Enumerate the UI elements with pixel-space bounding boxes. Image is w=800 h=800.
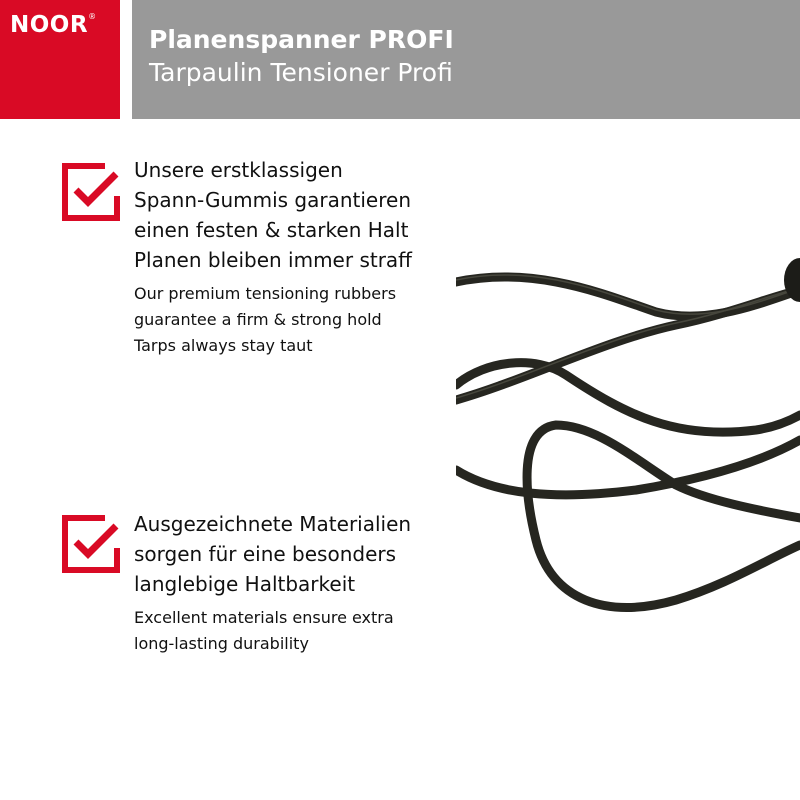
header-banner bbox=[132, 0, 800, 119]
checkbox-checked-icon bbox=[62, 515, 120, 573]
feature-1-de: Unsere erstklassigen Spann-Gummis garantieren einen festen & starken Halt Planen bleiben immer straff bbox=[134, 158, 412, 272]
feature-1-en: Our premium tensioning rubbers guarantee a firm & strong hold Tarps always stay taut bbox=[134, 284, 397, 355]
tensioner-cords-image bbox=[456, 240, 800, 620]
feature-2-de: Ausgezeichnete Materialien sorgen für eine besonders langlebige Haltbarkeit bbox=[134, 512, 412, 596]
noor-logo: NOOR® bbox=[10, 12, 97, 38]
brand-block bbox=[0, 0, 120, 119]
checkbox-checked-icon bbox=[62, 163, 120, 221]
feature-2-en: Excellent materials ensure extra long-lasting durability bbox=[134, 608, 394, 653]
product-title-de: Planenspanner PROFI bbox=[149, 25, 454, 54]
product-title-en: Tarpaulin Tensioner Profi bbox=[149, 58, 453, 87]
